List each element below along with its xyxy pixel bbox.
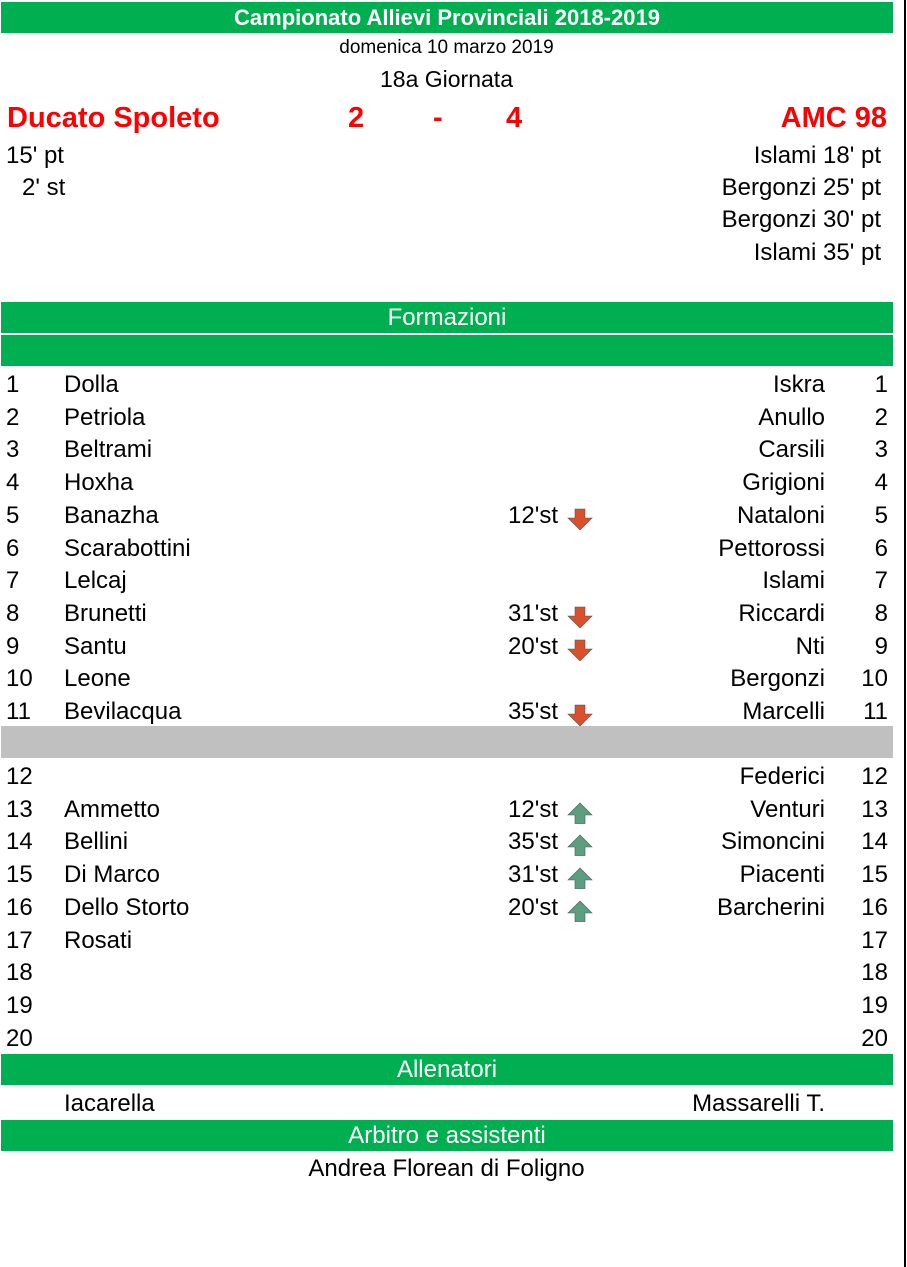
lineup-row <box>0 858 893 891</box>
home-shirt-number: 1 <box>6 371 20 398</box>
home-shirt-number: 7 <box>6 567 20 595</box>
lineups-header-band <box>1 335 893 366</box>
lineup-row <box>0 956 893 989</box>
away-shirt-number: 8 <box>874 599 888 627</box>
lineup-row <box>0 597 893 630</box>
home-shirt-number: 19 <box>6 991 33 1019</box>
lineup-row <box>0 695 893 728</box>
away-shirt-number: 12 <box>861 763 888 790</box>
home-player-name: Brunetti <box>64 599 147 627</box>
home-player-name: Ammetto <box>64 795 161 823</box>
home-shirt-number: 15 <box>6 861 33 889</box>
home-player-name: Beltrami <box>64 436 153 464</box>
away-shirt-number: 5 <box>874 501 888 529</box>
away-shirt-number: 15 <box>861 861 888 889</box>
away-shirt-number: 19 <box>861 991 888 1019</box>
lineup-row <box>0 630 893 663</box>
substitution-time: 20'st <box>508 632 558 660</box>
away-player-name: Iskra <box>772 371 825 398</box>
lineup-row <box>0 924 893 957</box>
away-player-name: Anullo <box>758 403 825 431</box>
arrow-down-icon <box>566 637 594 659</box>
away-player-name: Marcelli <box>742 698 825 725</box>
substitution-time: 20'st <box>508 893 558 921</box>
away-shirt-number: 3 <box>874 436 888 464</box>
substitution-time: 12'st <box>508 501 558 529</box>
home-coach: Iacarella <box>64 1090 155 1117</box>
lineups-header: Formazioni <box>1 302 893 333</box>
arrow-up-icon <box>566 865 594 887</box>
lineup-row <box>0 891 893 924</box>
home-player-name: Dello Storto <box>64 893 190 921</box>
home-shirt-number: 20 <box>6 1024 33 1052</box>
away-score: 4 <box>506 102 523 134</box>
home-shirt-number: 11 <box>6 698 31 725</box>
away-shirt-number: 20 <box>861 1024 888 1052</box>
home-player-name: Bellini <box>64 828 129 856</box>
home-team-name: Ducato Spoleto <box>7 102 220 134</box>
lineup-row <box>0 401 893 434</box>
arrow-down-icon <box>566 604 594 626</box>
home-player-name: Rosati <box>64 926 133 954</box>
home-shirt-number: 9 <box>6 632 20 660</box>
home-player-name: Hoxha <box>64 469 134 497</box>
away-shirt-number: 18 <box>861 959 888 987</box>
home-score: 2 <box>348 102 365 134</box>
away-player-name: Piacenti <box>739 861 825 889</box>
home-player-name: Bevilacqua <box>64 698 182 725</box>
lineup-row <box>0 466 893 499</box>
away-shirt-number: 14 <box>861 828 888 856</box>
substitution-time: 35'st <box>508 828 558 856</box>
home-player-name: Lelcaj <box>64 567 127 595</box>
away-shirt-number: 11 <box>863 698 888 725</box>
championship-title: Campionato Allievi Provinciali 2018-2019 <box>1 2 893 33</box>
away-shirt-number: 17 <box>861 926 888 954</box>
substitution-time: 12'st <box>508 795 558 823</box>
home-shirt-number: 12 <box>6 763 33 790</box>
away-shirt-number: 4 <box>874 469 888 497</box>
substitution-time: 31'st <box>508 599 558 627</box>
home-player-name: Banazha <box>64 501 159 529</box>
away-player-name: Simoncini <box>720 828 825 856</box>
arrow-up-icon <box>566 898 594 920</box>
lineup-row <box>0 564 893 597</box>
substitution-time: 35'st <box>508 698 558 725</box>
lineup-row <box>0 989 893 1022</box>
lineup-row <box>0 532 893 565</box>
home-shirt-number: 13 <box>6 795 33 823</box>
away-shirt-number: 16 <box>861 893 888 921</box>
home-player-name: Di Marco <box>64 861 161 889</box>
arrow-up-icon <box>566 800 594 822</box>
home-player-name: Petriola <box>64 403 146 431</box>
lineup-row <box>0 825 893 858</box>
page-border <box>904 0 906 1267</box>
home-player-name: Scarabottini <box>64 534 191 562</box>
lineup-row <box>0 793 893 826</box>
lineup-row <box>0 368 893 401</box>
arrow-down-icon <box>566 702 594 724</box>
referee-name: Andrea Florean di Foligno <box>308 1155 585 1182</box>
lineup-row <box>0 433 893 466</box>
referee-header: Arbitro e assistenti <box>1 1120 893 1151</box>
away-player-name: Bergonzi <box>730 665 825 693</box>
home-shirt-number: 6 <box>6 534 20 562</box>
arrow-up-icon <box>566 832 594 854</box>
home-shirt-number: 8 <box>6 599 20 627</box>
away-player-name: Carsili <box>758 436 825 464</box>
home-shirt-number: 14 <box>6 828 33 856</box>
away-shirt-number: 13 <box>861 795 888 823</box>
away-player-name: Nataloni <box>736 501 825 529</box>
away-shirt-number: 1 <box>874 371 888 398</box>
away-player-name: Barcherini <box>716 893 825 921</box>
home-shirt-number: 17 <box>6 926 33 954</box>
home-goal: 2' st <box>22 174 66 201</box>
home-shirt-number: 16 <box>6 893 33 921</box>
away-player-name: Venturi <box>750 795 825 823</box>
away-goal: Bergonzi 25' pt <box>721 174 881 201</box>
away-player-name: Riccardi <box>738 599 825 627</box>
home-player-name: Dolla <box>64 371 119 398</box>
home-shirt-number: 5 <box>6 501 20 529</box>
bench-separator <box>1 726 893 758</box>
away-player-name: Nti <box>795 632 825 660</box>
score-separator: - <box>433 102 443 134</box>
away-player-name: Federici <box>739 763 825 790</box>
round-label: 18a Giornata <box>380 66 513 92</box>
away-shirt-number: 2 <box>874 403 888 431</box>
home-player-name: Santu <box>64 632 127 660</box>
match-date: domenica 10 marzo 2019 <box>339 37 554 58</box>
lineup-row <box>0 1022 893 1055</box>
away-player-name: Islami <box>762 567 825 595</box>
away-shirt-number: 10 <box>861 665 888 693</box>
home-shirt-number: 3 <box>6 436 20 464</box>
arrow-down-icon <box>566 506 594 528</box>
coaches-header: Allenatori <box>1 1054 893 1085</box>
away-goal: Islami 35' pt <box>753 239 881 266</box>
away-goal: Islami 18' pt <box>753 142 881 169</box>
home-shirt-number: 2 <box>6 403 20 431</box>
home-shirt-number: 10 <box>6 665 33 693</box>
home-player-name: Leone <box>64 665 131 693</box>
away-player-name: Pettorossi <box>718 534 825 562</box>
substitution-time: 31'st <box>508 861 558 889</box>
away-goal: Bergonzi 30' pt <box>721 206 881 233</box>
home-goal: 15' pt <box>6 142 64 169</box>
away-shirt-number: 6 <box>874 534 888 562</box>
away-coach: Massarelli T. <box>692 1090 825 1117</box>
lineup-row <box>0 499 893 532</box>
away-team-name: AMC 98 <box>780 102 887 134</box>
home-shirt-number: 18 <box>6 959 33 987</box>
home-shirt-number: 4 <box>6 469 20 497</box>
lineup-row <box>0 760 893 793</box>
away-shirt-number: 7 <box>874 567 888 595</box>
lineup-row <box>0 662 893 695</box>
away-shirt-number: 9 <box>874 632 888 660</box>
away-player-name: Grigioni <box>742 469 825 497</box>
